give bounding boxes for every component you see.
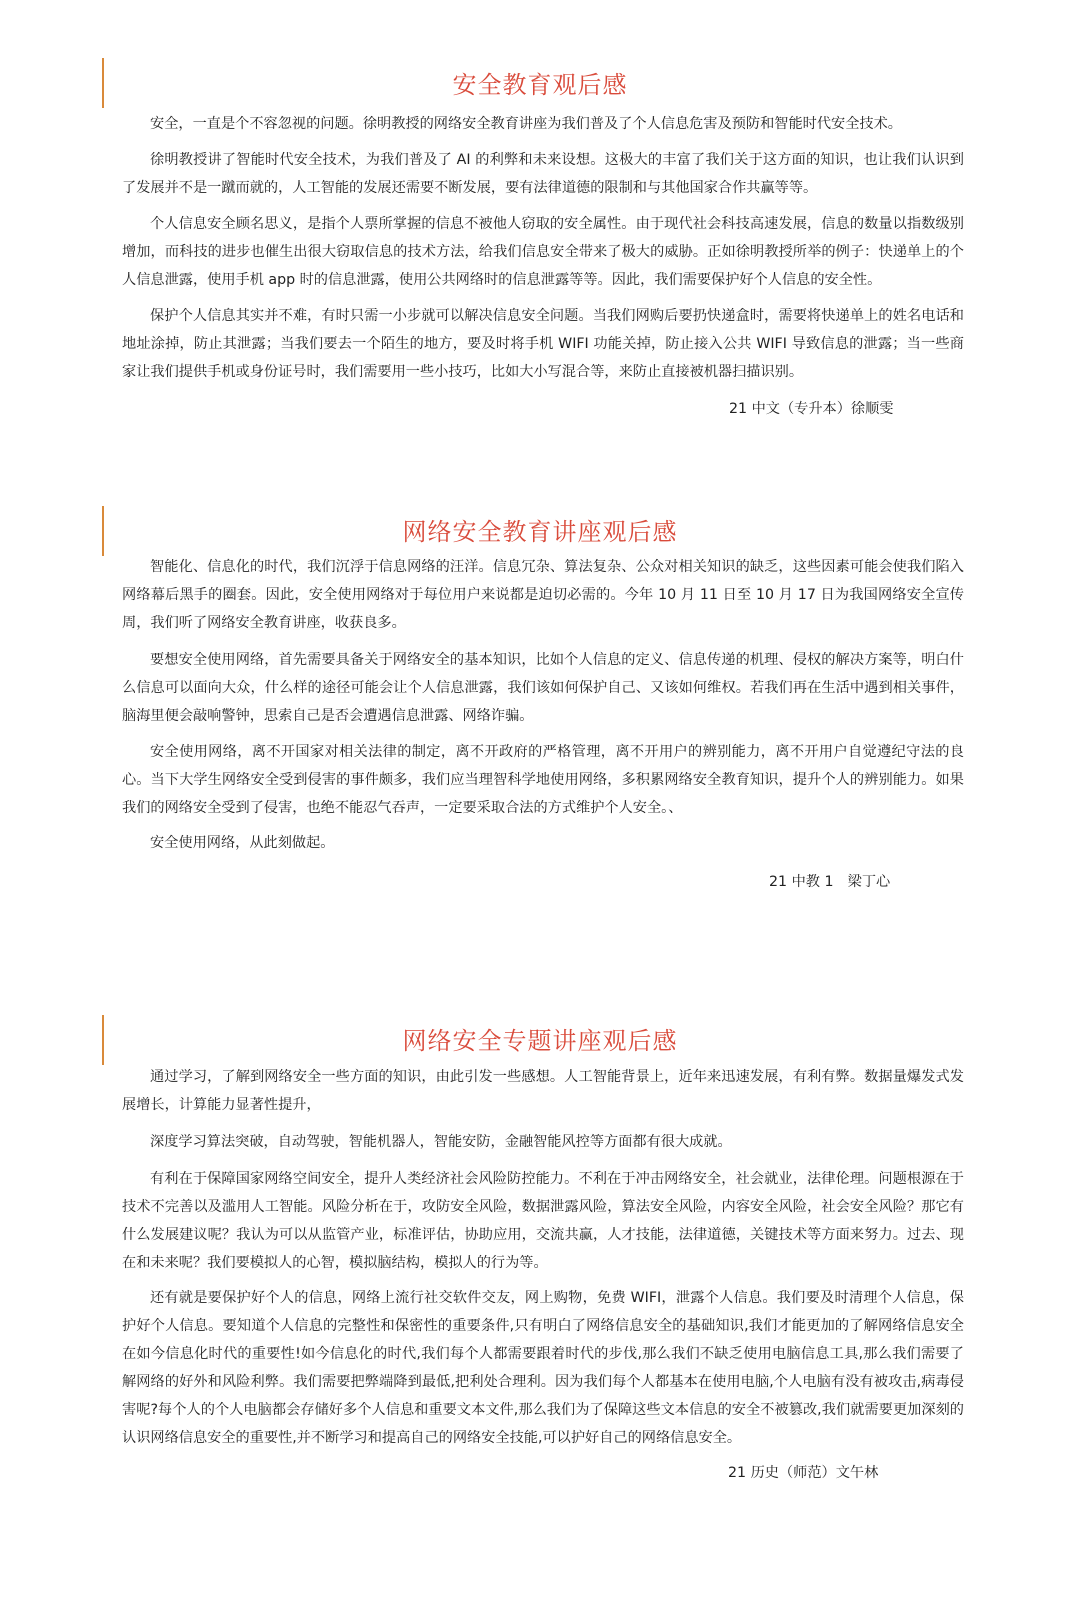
author-signature: 21 中教 1 梁丁心 [769, 874, 891, 890]
paragraph: 安全使用网络，从此刻做起。 [150, 835, 335, 851]
paragraph: 还有就是要保护好个人的信息，网络上流行社交软件交友，网上购物，免费 WIFI，泄露个人信息。我们要及时清理个人信息，保护好个人信息。要知道个人信息的完整性和保密性的重要条件,只有明白了网络信息安全的基础知识,我们才能更加的了解网络信息安全在如今信息化时代的重要性!如今信息化的时代,我们每个人都需要跟着时代的步伐,那么我们不缺乏使用电脑信息工具,那么我们需要了解网络的好外和风险利弊。我们需要把弊端降到最低,把利处合理利。因为我们每个人都基本在使用电脑,个人电脑有没有被攻击,病毒侵害呢?每个人的个人电脑都会存储好多个人信息和重要文本文件,那么我们为了保障这些文本信息的安全不被篡改,我们就需要更加深刻的认识网络信息安全的重要性,并不断学习和提高自己的网络安全技能,可以护好自己的网络信息安全。 [122, 1290, 964, 1446]
paragraph: 徐明教授讲了智能时代安全技术，为我们普及了 AI 的利弊和未来设想。这极大的丰富了我们关于这方面的知识，也让我们认识到了发展并不是一蹴而就的，人工智能的发展还需要不断发展，要有法律道德的限制和与其他国家合作共赢等等。 [122, 152, 964, 196]
paragraph: 保护个人信息其实并不难，有时只需一小步就可以解决信息安全问题。当我们网购后要扔快递盒时，需要将快递单上的姓名电话和地址涂掉，防止其泄露；当我们要去一个陌生的地方，要及时将手机 WIFI 功能关掉，防止接入公共 WIFI 导致信息的泄露；当一些商家让我们提供手机或身份证号时，我们需要用一些小技巧，比如大小写混合等，来防止直接被机器扫描识别。 [122, 308, 964, 380]
author-signature: 21 中文（专升本）徐顺雯 [729, 401, 894, 417]
paragraph: 深度学习算法突破，自动驾驶，智能机器人，智能安防，金融智能风控等方面都有很大成就。 [150, 1134, 732, 1150]
paragraph: 安全，一直是个不容忽视的问题。徐明教授的网络安全教育讲座为我们普及了个人信息危害及预防和智能时代安全技术。 [150, 116, 902, 132]
paragraph: 个人信息安全顾名思义，是指个人票所掌握的信息不被他人窃取的安全属性。由于现代社会科技高速发展，信息的数量以指数级别增加，而科技的进步也催生出很大窃取信息的技术方法，给我们信息安全带来了极大的威胁。正如徐明教授所举的例子：快递单上的个人信息泄露，使用手机 app 时的信息泄露，使用公共网络时的信息泄露等等。因此，我们需要保护好个人信息的安全性。 [122, 216, 964, 288]
essay-title: 安全教育观后感 [452, 71, 628, 99]
author-signature: 21 历史（师范）文午林 [728, 1465, 879, 1481]
paragraph: 智能化、信息化的时代，我们沉浮于信息网络的汪洋。信息冗杂、算法复杂、公众对相关知识的缺乏，这些因素可能会使我们陷入网络幕后黑手的圈套。因此，安全使用网络对于每位用户来说都是迫切必需的。今年 10 月 11 日至 10 月 17 日为我国网络安全宣传周，我们听了网络安全教育讲座，收获良多。 [122, 559, 964, 631]
paragraph: 安全使用网络，离不开国家对相关法律的制定，离不开政府的严格管理，离不开用户的辨别能力，离不开用户自觉遵纪守法的良心。当下大学生网络安全受到侵害的事件颇多，我们应当理智科学地使用网络，多积累网络安全教育知识，提升个人的辨别能力。如果我们的网络安全受到了侵害，也绝不能忍气吞声，一定要采取合法的方式维护个人安全。、 [122, 744, 964, 816]
paragraph: 要想安全使用网络，首先需要具备关于网络安全的基本知识，比如个人信息的定义、信息传递的机理、侵权的解决方案等，明白什么信息可以面向大众，什么样的途径可能会让个人信息泄露，我们该如何保护自己、又该如何维权。若我们再在生活中遇到相关事件，脑海里便会敲响警钟，思索自己是否会遭遇信息泄露、网络诈骗。 [122, 652, 964, 724]
paragraph: 通过学习，了解到网络安全一些方面的知识，由此引发一些感想。人工智能背景上，近年来迅速发展，有利有弊。数据量爆发式发展增长，计算能力显著性提升， [122, 1069, 964, 1113]
paragraph: 有利在于保障国家网络空间安全，提升人类经济社会风险防控能力。不利在于冲击网络安全，社会就业，法律伦理。问题根源在于技术不完善以及滥用人工智能。风险分析在于，攻防安全风险，数据泄露风险，算法安全风险，内容安全风险，社会安全风险？那它有什么发展建议呢？我认为可以从监管产业，标准评估，协助应用，交流共赢，人才技能，法律道德，关键技术等方面来努力。过去、现在和未来呢？我们要模拟人的心智，模拟脑结构，模拟人的行为等。 [122, 1171, 964, 1271]
essay-title: 网络安全专题讲座观后感 [402, 1027, 678, 1055]
essay-title: 网络安全教育讲座观后感 [402, 518, 678, 546]
